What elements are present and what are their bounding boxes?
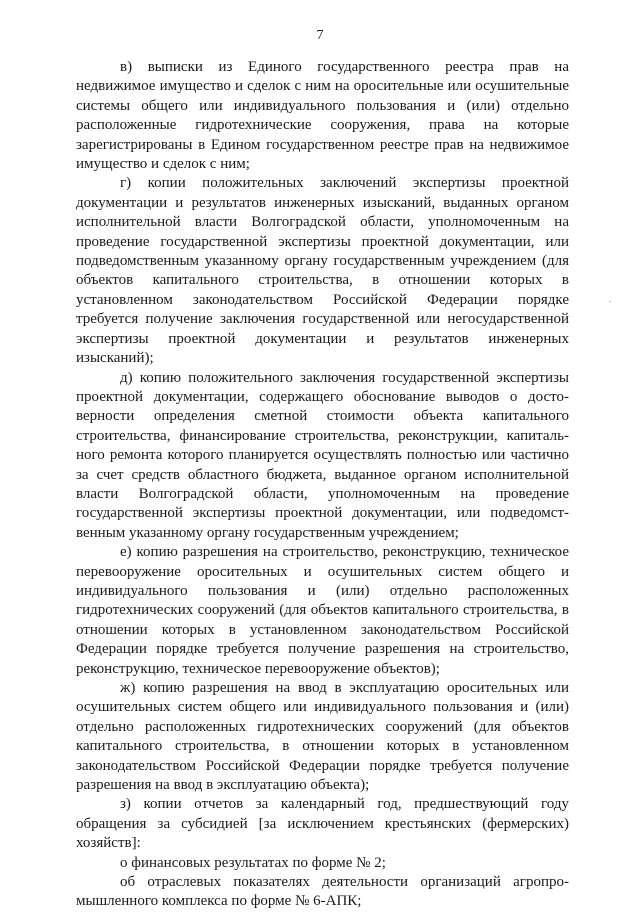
margin-mark: · <box>608 296 612 308</box>
paragraph-g: г) копии положительных заключений экспертизы проектной документации и результатов инженерных изысканий, выданных органом исполнительной власти Волгоградской области, уполномоченным на проведение государственной экспертизы проектной документации, или подведомственным указанному органу государственным учреждением (для объектов капитального строительства, в отношении которых в установленном законодательством Российской Федерации порядке требуется получение заключения государственной или негосударственной экспертизы проектной документации и результатов инженерных изысканий); <box>76 175 569 367</box>
paragraph-zh: ж) копию разрешения на ввод в эксплуатацию оросительных или осушительных систем общего или индивидуального пользования и (или) отдельно расположенных гидротехнических сооружений (для объектов капитального строительства, в отношении которых в установленном законодательством Российской Федерации порядке требуется получение разрешения на ввод в эксплуатацию объекта); <box>76 680 569 794</box>
page-number: 7 <box>316 28 324 43</box>
document-body <box>76 58 569 912</box>
paragraph-v: в) выписки из Единого государственного реестра прав на недвижимое имущество и сделок с ним на оросительные или осушительные системы общего или индивидуального пользования и (или) отдельно расположенные гидротехнические сооружения, права на которые зарегистрированы в Едином государственном реестре прав на недвижимое имущество и сделок с ним; <box>76 59 569 173</box>
paragraph-industry-indicators: об отраслевых показателях деятельности организаций агропромышленного комплекса по форме № 6-АПК; <box>76 874 569 910</box>
paragraph-z: з) копии отчетов за календарный год, предшествующий году обращения за субсидией [за исключением крестьянских (фермерских) хозяйств]: <box>76 796 569 852</box>
paragraph-financial-results: о финансовых результатах по форме № 2; <box>120 854 386 871</box>
paragraph-e: е) копию разрешения на строительство, реконструкцию, техническое перевооружение оросительных и осушительных систем общего и индивидуального пользования и (или) отдельно расположенных гидротехнических сооружений (для объектов капитального строительства, в отношении которых в установленном законодательством Российской Федерации порядке требуется получение разрешения на строительство, реконструкцию, техническое перевооружение объектов); <box>76 544 569 677</box>
paragraph-d: д) копию положительного заключения государственной экспертизы проектной документации, содержащего обоснование выводов о достоверности определения сметной стоимости объекта капитального строительства, финансирование строительства, реконструкции, капитального ремонта которого планируется осуществлять полностью или частично за счет средств областного бюджета, выданное органом исполнительной власти Волгоградской области, уполномоченным на проведение государственной экспертизы проектной документации, или подведомственным указанному органу государственным учреждением; <box>76 369 569 541</box>
